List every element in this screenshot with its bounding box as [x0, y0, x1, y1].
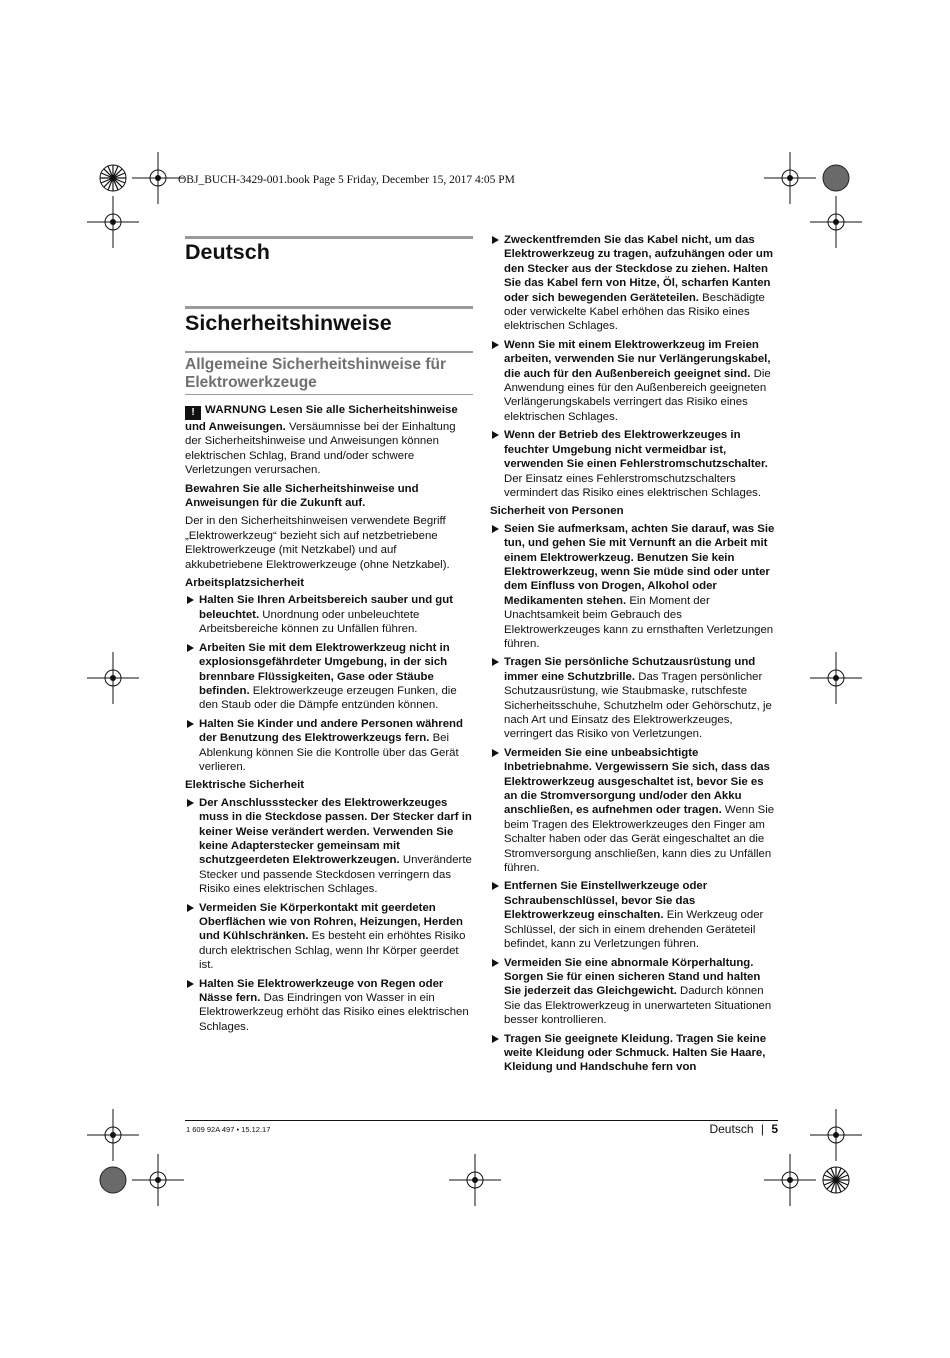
footer-rule: [185, 1120, 778, 1121]
personal-heading: Sicherheit von Personen: [490, 505, 624, 518]
item-text: Unordnung oder unbeleuchtete Arbeitsbereiche können zu Unfällen führen.: [199, 608, 420, 636]
warning-bold: Lesen Sie alle Sicherheitshinweise und Anweisungen.: [185, 404, 458, 433]
item-text: Das Eindringen von Wasser in ein Elektrowerkzeug erhöht das Risiko eines elektrischen Schlages.: [199, 992, 469, 1033]
subsection-title: Allgemeine Sicherheitshinweise für Elektrowerkzeuge: [185, 356, 446, 391]
crosshair-mark: [87, 196, 139, 248]
crosshair-mark: [132, 1154, 184, 1206]
item-bold: Tragen Sie geeignete Kleidung. Tragen Sie keine weite Kleidung oder Schmuck. Halten Sie Haare, Kleidung und Handschuhe fern von: [504, 1032, 767, 1074]
crosshair-mark: [764, 1154, 816, 1206]
list-item: [185, 717, 473, 775]
list-item: [185, 901, 473, 973]
item-bold: Vermeiden Sie eine abnormale Körperhaltung. Sorgen Sie für einen sicheren Stand und halten Sie jederzeit das Gleichgewicht.: [504, 956, 761, 998]
crosshair-mark: [764, 152, 816, 204]
warning-triangle-icon: !: [185, 406, 201, 420]
footer-separator: |: [760, 1122, 764, 1136]
item-bold: Halten Sie Elektrowerkzeuge von Regen oder Nässe fern.: [199, 977, 444, 1005]
item-text: Ein Moment der Unachtsamkeit beim Gebrauch des Elektrowerkzeuges kann zu ernsthaften Verletzungen führen.: [504, 594, 774, 650]
item-text: Elektrowerkzeuge erzeugen Funken, die den Staub oder die Dämpfe entzünden können.: [199, 684, 457, 712]
item-text: Ein Werkzeug oder Schlüssel, der sich in einem drehenden Geräteteil befindet, kann zu Verletzungen führen.: [504, 909, 764, 951]
list-item: [185, 593, 473, 636]
keep-note: Bewahren Sie alle Sicherheitshinweise und Anweisungen für die Zukunft auf.: [185, 482, 419, 510]
crosshair-mark: [810, 196, 862, 248]
crosshair-mark: [810, 1109, 862, 1161]
item-bold: Entfernen Sie Einstellwerkzeuge oder Schraubenschlüssel, bevor Sie das Elektrowerkzeug einschalten.: [504, 880, 708, 922]
subsection-rule: [185, 351, 473, 353]
electrical-heading: Elektrische Sicherheit: [185, 779, 305, 792]
item-bold: Wenn der Betrieb des Elektrowerkzeuges in feuchter Umgebung nicht vermeidbar ist, verwenden Sie einen Fehlerstromschutzschalter.: [504, 429, 768, 471]
page-number: 5: [771, 1122, 778, 1136]
footer-code: 1 609 92A 497 • 15.12.17: [186, 1125, 271, 1134]
item-text: Der Einsatz eines Fehlerstromschutzschalters vermindert das Risiko eines elektrischen Schlages.: [504, 472, 762, 499]
item-bold: Zweckentfremden Sie das Kabel nicht, um das Elektrowerkzeug zu tragen, aufzuhängen oder um den Stecker aus der Steckdose zu ziehen. Halten Sie das Kabel fern von Hitze, Öl, scharfen Kanten oder sich bewegenden Geräteteilen.: [504, 234, 773, 304]
list-item: [490, 655, 778, 741]
footer-section: Deutsch: [709, 1122, 754, 1136]
right-column: [490, 233, 778, 1079]
item-text: Die Anwendung eines für den Außenbereich geeigneten Verlängerungskabels verringert das Risiko eines elektrischen Schlages.: [504, 367, 771, 423]
item-bold: Arbeiten Sie mit dem Elektrowerkzeug nicht in explosionsgefährdeter Umgebung, in der sich brennbare Flüssigkeiten, Gase oder Stäube befinden.: [199, 641, 450, 697]
warning-paragraph: [185, 403, 473, 478]
section-rule: [185, 306, 473, 309]
item-bold: Wenn Sie mit einem Elektrowerkzeug im Freien arbeiten, verwenden Sie nur Verlängerungskabel, die auch für den Außenbereich geeignet sind.: [504, 338, 771, 380]
item-bold: Tragen Sie persönliche Schutzausrüstung und immer eine Schutzbrille.: [504, 656, 756, 683]
item-text: Bei Ablenkung können Sie die Kontrolle über das Gerät verlieren.: [199, 732, 459, 773]
list-item: [185, 796, 473, 897]
warning-label: WARNUNG: [205, 404, 267, 416]
item-text: Es besteht ein erhöhtes Risiko durch elektrischen Schlag, wenn Ihr Körper geerdet ist.: [199, 930, 466, 972]
section-title: Sicherheitshinweise: [185, 311, 392, 335]
list-item: [490, 956, 778, 1028]
definition: Der in den Sicherheitshinweisen verwendete Begriff „Elektrowerkzeug“ bezieht sich auf netzbetriebene Elektrowerkzeuge (mit Netzkabel) und auf akkubetriebene Elektrowerkzeuge (ohne Netzkabel).: [185, 515, 450, 571]
crosshair-mark: [132, 152, 184, 204]
list-item: [490, 338, 778, 424]
list-item: [185, 977, 473, 1035]
list-item: [490, 522, 778, 652]
item-text: Wenn Sie beim Tragen des Elektrowerkzeuges den Finger am Schalter haben oder das Gerät eingeschaltet an die Stromversorgung anschließen, kann dies zu Unfällen führen.: [504, 804, 775, 875]
crosshair-mark: [87, 1109, 139, 1161]
item-bold: Halten Sie Kinder und andere Personen während der Benutzung des Elektrowerkzeugs fern.: [199, 717, 463, 745]
item-text: Unveränderte Stecker und passende Steckdosen verringern das Risiko eines elektrischen Schlages.: [199, 854, 472, 896]
item-text: Das Tragen persönlicher Schutzausrüstung, wie Staubmaske, rutschfeste Sicherheitsschuhe, Schutzhelm oder Gehörschutz, je nach Art und Einsatz des Elektrowerkzeuges, verringert das Risiko von Verletzungen.: [504, 670, 772, 741]
workplace-heading: Arbeitsplatzsicherheit: [185, 577, 305, 590]
registration-dot: [823, 165, 849, 191]
page-title: Deutsch: [185, 240, 270, 264]
item-bold: Vermeiden Sie eine unbeabsichtigte Inbetriebnahme. Vergewissern Sie sich, dass das Elektrowerkzeug ausgeschaltet ist, bevor Sie es an die Stromversorgung und/oder den Akku anschließen, es aufnehmen oder tragen.: [504, 746, 770, 817]
print-info: OBJ_BUCH-3429-001.book Page 5 Friday, December 15, 2017 4:05 PM: [178, 174, 515, 186]
item-bold: Vermeiden Sie Körperkontakt mit geerdeten Oberflächen wie von Rohren, Heizungen, Herden und Kühlschränken.: [199, 901, 463, 943]
list-item: [490, 233, 778, 334]
item-bold: Der Anschlussstecker des Elektrowerkzeuges muss in die Steckdose passen. Der Stecker darf in keiner Weise verändert werden. Verwenden Sie keine Adapterstecker gemeinsam mit schutzgeerdeten Elektrowerkzeugen.: [199, 796, 472, 867]
footer-page-label: [709, 1122, 778, 1136]
crosshair-mark: [810, 652, 862, 704]
warning-text: Versäumnisse bei der Einhaltung der Sicherheitshinweise und Anweisungen können elektrischen Schlag, Brand und/oder schwere Verletzungen verursachen.: [185, 421, 456, 477]
registration-dot: [100, 1167, 126, 1193]
list-item: [490, 879, 778, 951]
item-text: Dadurch können Sie das Elektrowerkzeug in unerwarteten Situationen besser kontrollieren.: [504, 985, 772, 1027]
list-item: [185, 641, 473, 713]
item-text: Beschädigte oder verwickelte Kabel erhöhen das Risiko eines elektrischen Schlages.: [504, 291, 765, 333]
left-column: [185, 403, 473, 1038]
list-item: [490, 428, 778, 500]
list-item: [490, 746, 778, 876]
registration-wheel: [823, 1167, 849, 1193]
subsection-underline: [185, 394, 473, 395]
crosshair-mark: [449, 1154, 501, 1206]
list-item: [490, 1032, 778, 1075]
registration-wheel: [100, 165, 126, 191]
crosshair-mark: [87, 652, 139, 704]
title-rule: [185, 236, 473, 239]
item-bold: Halten Sie Ihren Arbeitsbereich sauber und gut beleuchtet.: [199, 594, 454, 621]
item-bold: Seien Sie aufmerksam, achten Sie darauf, was Sie tun, und gehen Sie mit Vernunft an die Arbeit mit einem Elektrowerkzeug. Benutzen Sie kein Elektrowerkzeug, wenn Sie müde sind oder unter dem Einfluss von Drogen, Alkohol oder Medikamenten stehen.: [504, 522, 775, 607]
